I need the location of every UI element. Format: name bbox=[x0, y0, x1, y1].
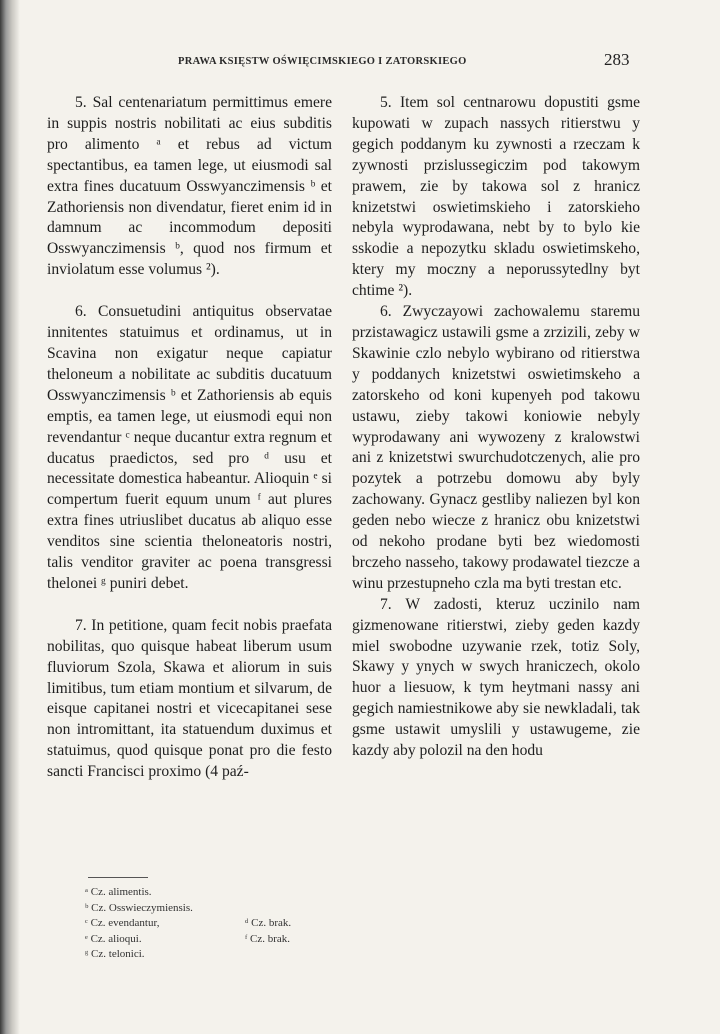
footnote-line bbox=[85, 901, 345, 917]
book-spine-shadow bbox=[0, 0, 20, 1034]
czech-paragraph-7: 7. W zadosti, kteruz uczinilo nam gizmenowane ritierstwi, zieby geden kazdy miel swobodne uzywanie rzek, totiz Soly, Skawy y ynych w swych hraniczech, okolo huor a liesuow, k tym heytmani nassy ani gegich namiestnikowe aby sie newkladali, tak gsme ustawit umyslili y ustawugeme, zie kazdy aby polozil na den hodu bbox=[352, 595, 640, 760]
footnote-line bbox=[85, 916, 345, 932]
footnote-c: ᶜ Cz. evendantur, bbox=[85, 917, 160, 929]
footnote-line bbox=[85, 947, 345, 963]
footnote-d: ᵈ Cz. brak. bbox=[245, 917, 292, 929]
footnote-b: ᵇ Cz. Osswieczymiensis. bbox=[85, 901, 193, 914]
latin-paragraph-6: 6. Consuetudini antiquitus observatae innitentes statuimus et ordinamus, ut in Scavina non exigatur neque capiatur theloneum a nobilitate ac subditis ducatuum Osswyanczimensis ᵇ et Zathoriensis ab equis emptis, ea tamen lege, ut eiusmodi equi non revendantur ᶜ neque ducantur extra regnum et ducatus praedictos, sed pro ᵈ usu et necessitate domestica habeantur. Alioquin ᵉ si compertum fuerit equum unum ᶠ aut plures extra fines utriuslibet ducatus ab aliquo esse venditos sine scientia theloneatoris nostri, talis venditor graviter ac poena transgressi thelonei ᵍ puniri debet. bbox=[47, 303, 332, 592]
footnote-f: ᶠ Cz. brak. bbox=[245, 932, 291, 945]
running-header: PRAWA KSIĘSTW OŚWIĘCIMSKIEGO I ZATORSKIEGO bbox=[178, 56, 467, 67]
footnotes bbox=[85, 885, 345, 963]
footnote-e: ᵉ Cz. alioqui. bbox=[85, 932, 142, 945]
footnote-g: ᵍ Cz. telonici. bbox=[85, 948, 145, 960]
czech-column bbox=[352, 93, 640, 762]
footnote-a: ᵃ Cz. alimentis. bbox=[85, 886, 152, 898]
footnote-line bbox=[85, 932, 345, 948]
czech-paragraph-6: 6. Zwyczayowi zachowalemu staremu przistawagicz ustawili gsme a zrzizili, zeby w Skawinie czlo nebylo wybirano od ritierstwa y poddanych knizetstwi oswietimskeho a zatorskeho od koni kupenyeh pod takowu ustawu, zieby takowi koniowie nebyly wyprodawany ani wywozeny z kralowstwi ani z knizetstwi swurchudotczenych, alie pro pozytek a potrzebu domowu aby byly zachowany. Gynacz gestliby naliezen byl kon geden nebo wiecze z hranicz obu knizetstwi od nekoho prodane byti bez wiedomosti brczeho nasseho, takowy prodawatel tiezcze a winu przestupneho czla ma byti trestan etc. bbox=[352, 303, 640, 592]
footnote-line bbox=[85, 885, 345, 901]
latin-paragraph-5: 5. Sal centenariatum permittimus emere in suppis nostris nobilitati ac eius subditis pro alimento ᵃ et rebus ad victum spectantibus, ea tamen lege, ut eiusmodi sal extra fines ducatuum Osswyanczimensis ᵇ et Zathoriensis non divendatur, fieret enim id in damnum ac incommodum depositi Osswyanczimensis ᵇ, quod nos firmum et inviolatum esse volumus ²). bbox=[47, 94, 332, 279]
latin-paragraph-7: 7. In petitione, quam fecit nobis praefata nobilitas, quo quisque habeat liberum usum fluviorum Szola, Skawa et aliorum in suis limitibus, tum etiam montium et silvarum, de eisque capitanei nostri et vicecapitanei sese non intromittant, ita statuendum duximus et statuimus, quod quisque ponat pro die festo sancti Francisci proximo (4 paź- bbox=[47, 616, 332, 781]
czech-paragraph-5: 5. Item sol centnarowu dopustiti gsme kupowati w zupach nassych ritierstwu y gegich poddanym ku zywnosti a rzeczam k zywnosti przislussegiczim pod takowym prawem, zie by takowa sol z hranicz knizetstwi oswietimskieho i zatorskieho nebyla wyprodawana, nebt by to bylo kie sskodie a nepozytku skladu oswietimskeho, ktery my moczny a neporussytedlny byt chtime ²). bbox=[352, 94, 640, 300]
footnote-rule bbox=[88, 877, 148, 878]
latin-column bbox=[47, 93, 332, 783]
page-number: 283 bbox=[604, 50, 630, 69]
